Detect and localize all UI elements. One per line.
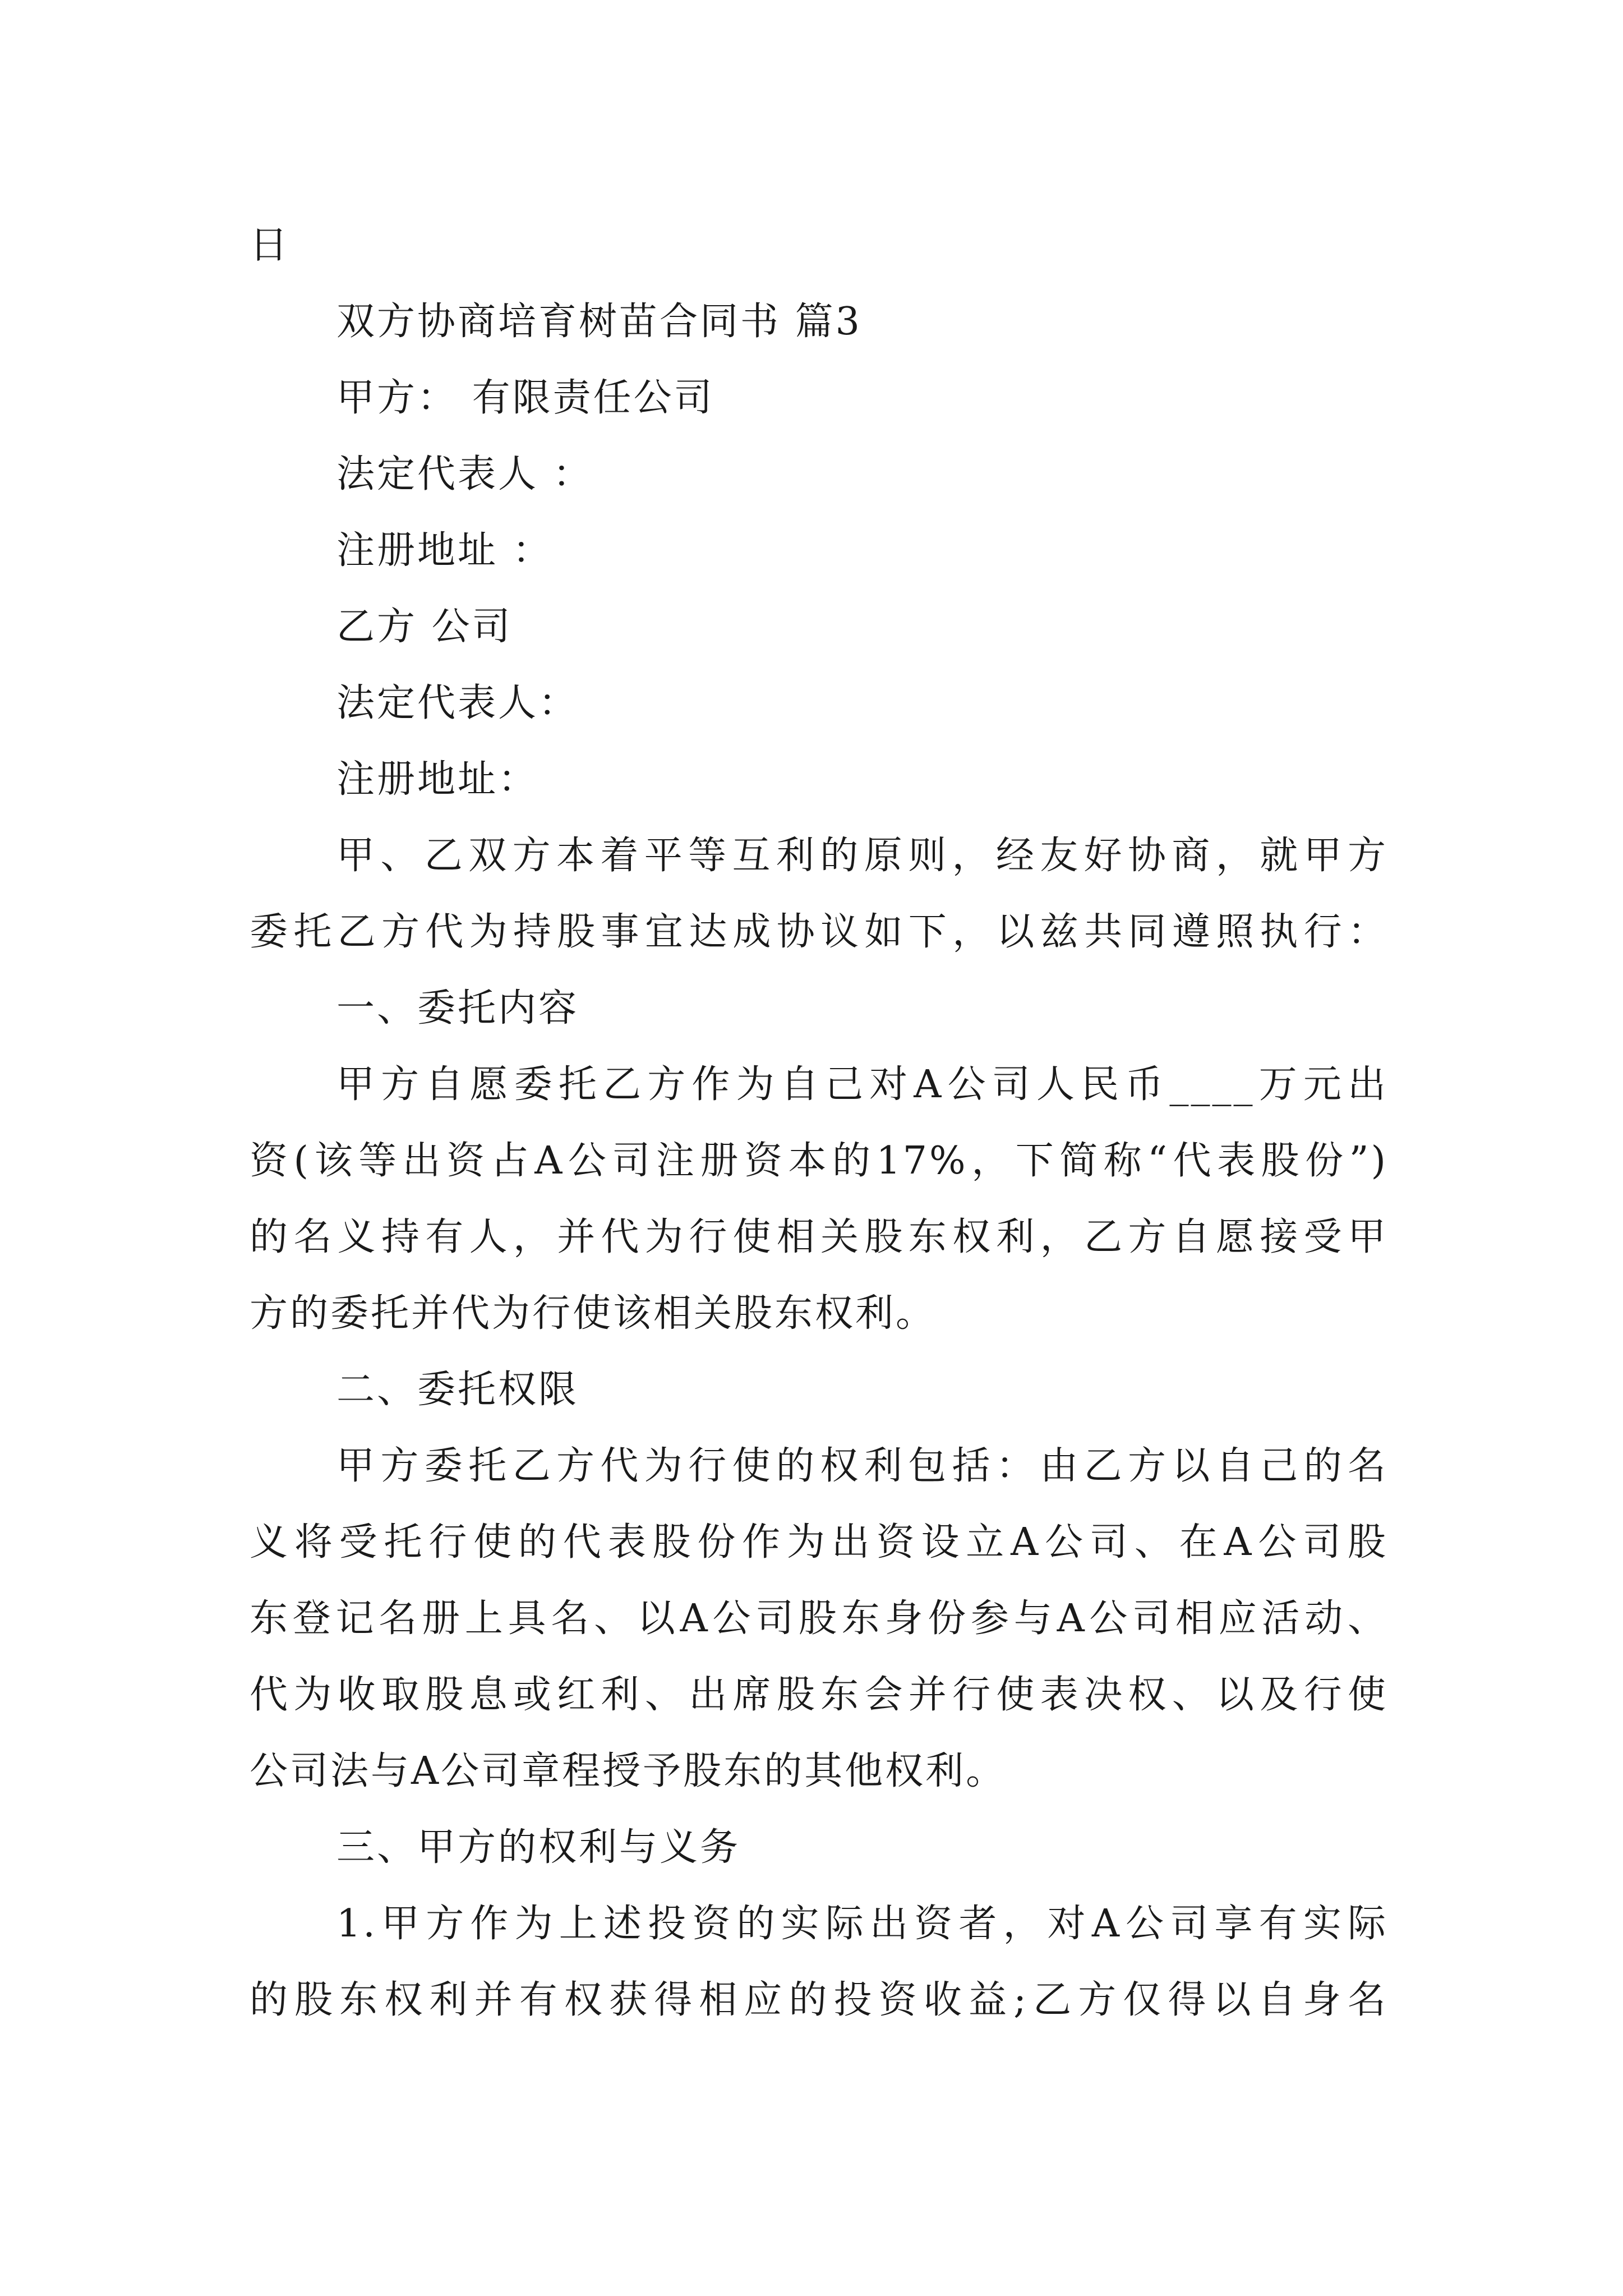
clause-2-line-2: 义将受托行使的代表股份作为出资设立A公司、在A公司股 xyxy=(250,1520,1388,1565)
clause-1-line-1: 甲方自愿委托乙方作为自己对A公司人民币____万元出 xyxy=(336,1062,1388,1107)
clause-3-line-1: 1.甲方作为上述投资的实际出资者，对A公司享有实际 xyxy=(336,1902,1388,1946)
clause-2-line-1: 甲方委托乙方代为行使的权利包括：由乙方以自己的名 xyxy=(336,1444,1388,1488)
party-b-address: 注册地址： xyxy=(336,757,539,802)
clause-3-heading: 三、甲方的权利与义务 xyxy=(336,1825,741,1870)
clause-1-line-3: 的名义持有人，并代为行使相关股东权利，乙方自愿接受甲 xyxy=(250,1215,1388,1259)
party-a-name: 甲方： 有限责任公司 xyxy=(336,376,714,420)
text-line-date-fragment: 日 xyxy=(250,223,291,268)
clause-3-line-2: 的股东权利并有权获得相应的投资收益;乙方仅得以自身名 xyxy=(250,1978,1388,2022)
clause-1-line-2: 资(该等出资占A公司注册资本的17%，下简称“代表股份”) xyxy=(250,1139,1388,1183)
document-body xyxy=(250,208,1388,2039)
clause-1-heading: 一、委托内容 xyxy=(336,986,579,1030)
section-title: 双方协商培育树苗合同书 篇3 xyxy=(336,300,862,344)
clause-2-heading: 二、委托权限 xyxy=(336,1368,579,1412)
preamble-line-2: 委托乙方代为持股事宜达成协议如下，以兹共同遵照执行： xyxy=(250,910,1388,954)
party-a-address: 注册地址 ： xyxy=(336,528,553,573)
clause-1-line-4: 方的委托并代为行使该相关股东权利。 xyxy=(250,1291,937,1336)
clause-2-line-5: 公司法与A公司章程授予股东的其他权利。 xyxy=(250,1749,1007,1793)
clause-2-line-4: 代为收取股息或红利、出席股东会并行使表决权、以及行使 xyxy=(250,1673,1388,1717)
preamble-line-1: 甲、乙双方本着平等互利的原则，经友好协商，就甲方 xyxy=(336,834,1388,878)
party-a-legal-rep: 法定代表人 ： xyxy=(336,452,593,496)
clause-2-line-3: 东登记名册上具名、以A公司股东身份参与A公司相应活动、 xyxy=(250,1596,1388,1641)
party-b-legal-rep: 法定代表人： xyxy=(336,681,579,725)
party-b-name: 乙方 公司 xyxy=(336,605,513,649)
